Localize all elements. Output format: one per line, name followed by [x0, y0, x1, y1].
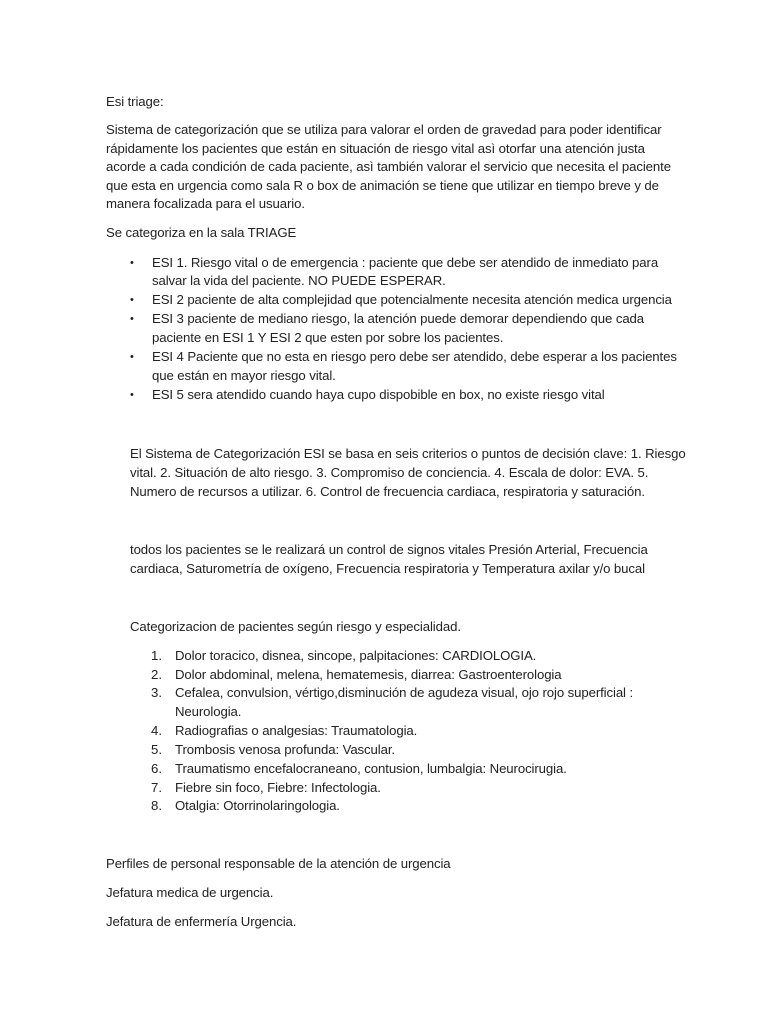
specialty-item-line: Radiografias o analgesias: Traumatologia.: [175, 723, 418, 738]
specialty-item-line: Otalgia: Otorrinolaringologia.: [175, 798, 340, 813]
criteria-line: vital. 2. Situación de alto riesgo. 3. Compromiso de conciencia. 4. Escala de dolor: EVA. 5.: [130, 465, 649, 480]
specialty-item-line: Neurologia.: [175, 704, 242, 719]
esi-item-2-line: ESI 2 paciente de alta complejidad que potencialmente necesita atención medica urgencia: [152, 292, 672, 307]
list-number: 1.: [151, 648, 162, 663]
criteria-line: Numero de recursos a utilizar. 6. Control de frecuencia cardiaca, respiratoria y saturación.: [130, 484, 645, 499]
specialty-item-line: Dolor toracico, disnea, sincope, palpitaciones: CARDIOLOGIA.: [175, 648, 537, 663]
esi-item-3-line: ESI 3 paciente de mediano riesgo, la atención puede demorar dependiendo que cada: [152, 311, 645, 326]
staff-item: Jefatura medica de urgencia.: [106, 885, 274, 900]
specialty-item-line: Traumatismo encefalocraneano, contusion, lumbalgia: Neurocirugia.: [175, 761, 567, 776]
esi-item-5-line: ESI 5 sera atendido cuando haya cupo dispobible en box, no existe riesgo vital: [152, 387, 605, 402]
intro-line: manera focalizada para el usuario.: [106, 196, 305, 211]
list-number: 2.: [151, 667, 162, 682]
esi-item-4-line: ESI 4 Paciente que no esta en riesgo pero debe ser atendido, debe esperar a los pacientes: [152, 349, 677, 364]
triage-heading: Se categoriza en la sala TRIAGE: [106, 225, 297, 240]
intro-line: acorde a cada condición de cada paciente, asì también valorar el servicio que necesita el paciente: [106, 159, 671, 174]
bullet-icon: •: [130, 257, 134, 269]
vitals-line: cardiaca, Saturometría de oxígeno, Frecuencia respiratoria y Temperatura axilar y/o bucal: [130, 561, 645, 576]
criteria-line: El Sistema de Categorización ESI se basa en seis criterios o puntos de decisión clave: 1. Riesgo: [130, 446, 686, 461]
esi-item-1-line: ESI 1. Riesgo vital o de emergencia : paciente que debe ser atendido de inmediato para: [152, 255, 659, 270]
list-number: 5.: [151, 742, 162, 757]
list-number: 4.: [151, 723, 162, 738]
staff-heading: Perfiles de personal responsable de la atención de urgencia: [106, 856, 451, 871]
intro-line: que esta en urgencia como sala R o box de animación se tiene que utilizar en tiempo breve y de: [106, 178, 659, 193]
intro-line: Sistema de categorización que se utiliza para valorar el orden de gravedad para poder identificar: [106, 122, 662, 137]
list-number: 7.: [151, 780, 162, 795]
staff-item: Jefatura de enfermería Urgencia.: [106, 914, 297, 929]
document-title: Esi triage:: [106, 94, 164, 109]
specialty-item-line: Dolor abdominal, melena, hematemesis, diarrea: Gastroenterologia: [175, 667, 562, 682]
list-number: 6.: [151, 761, 162, 776]
specialty-item-line: Trombosis venosa profunda: Vascular.: [175, 742, 395, 757]
esi-item-1-line: salvar la vida del paciente. NO PUEDE ESPERAR.: [152, 273, 446, 288]
esi-item-4-line: que están en mayor riesgo vital.: [152, 368, 336, 383]
specialty-item-line: Fiebre sin foco, Fiebre: Infectologia.: [175, 780, 381, 795]
list-number: 8.: [151, 798, 162, 813]
bullet-icon: •: [130, 351, 134, 363]
intro-line: rápidamente los pacientes que están en situación de riesgo vital asì otorfar una atención justa: [106, 141, 645, 156]
specialty-heading: Categorizacion de pacientes según riesgo y especialidad.: [130, 619, 461, 634]
bullet-icon: •: [130, 389, 134, 401]
bullet-icon: •: [130, 313, 134, 325]
list-number: 3.: [151, 685, 162, 700]
bullet-icon: •: [130, 294, 134, 306]
esi-item-3-line: paciente en ESI 1 Y ESI 2 que esten por sobre los pacientes.: [152, 330, 504, 345]
vitals-line: todos los pacientes se le realizará un control de signos vitales Presión Arterial, Frecuencia: [130, 542, 648, 557]
specialty-item-line: Cefalea, convulsion, vértigo,disminución de agudeza visual, ojo rojo superficial :: [175, 685, 634, 700]
